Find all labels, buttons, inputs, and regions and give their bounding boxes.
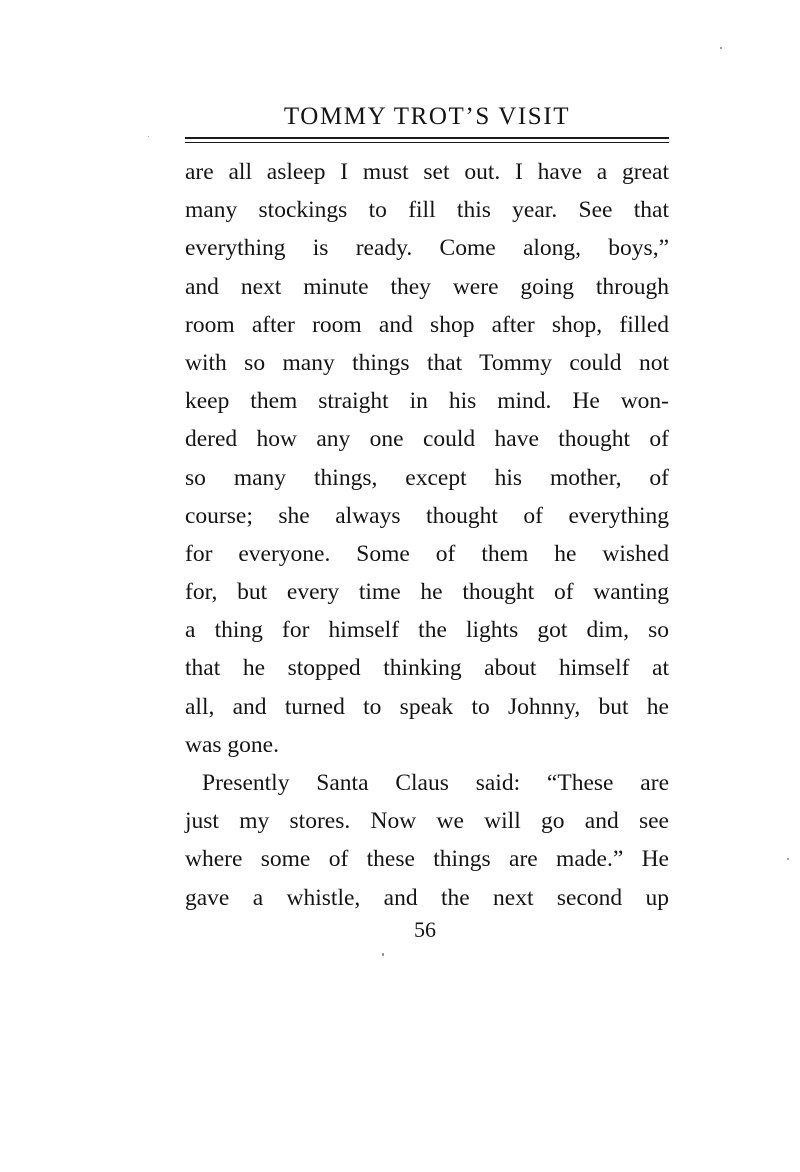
text-line: a thing for himself the lights got dim, so [185,617,669,644]
scan-speck [382,953,384,956]
text-line: room after room and shop after shop, filled [185,311,669,338]
text-line: many stockings to fill this year. See that [185,197,669,224]
text-line: that he stopped thinking about himself at [185,655,669,682]
text-line: with so many things that Tommy could not [185,349,669,376]
text-line: for everyone. Some of them he wished [185,540,669,567]
scan-speck [720,47,722,49]
text-line: keep them straight in his mind. He won- [185,388,669,415]
scan-speck [148,136,149,137]
text-line: all, and turned to speak to Johnny, but he [185,693,669,720]
text-line: just my stores. Now we will go and see [185,808,669,835]
scan-speck [787,858,789,860]
text-line-paragraph-end: was gone. [185,731,279,758]
text-line: everything is ready. Come along, boys,” [185,235,669,262]
text-line: where some of these things are made.” He [185,846,669,873]
header-rule-thick [185,137,669,139]
text-line: and next minute they were going through [185,273,669,300]
text-line: course; she always thought of everything [185,502,669,529]
text-line: for, but every time he thought of wanting [185,579,669,606]
header-rule-thin [185,142,669,143]
text-line-paragraph-start: Presently Santa Claus said: “These are [202,770,669,796]
text-line: gave a whistle, and the next second up [185,884,669,911]
running-head: TOMMY TROT’S VISIT [283,103,571,130]
text-line: are all asleep I must set out. I have a great [185,159,669,185]
text-line: so many things, except his mother, of [185,464,669,491]
body-text [185,153,669,917]
page-number: 56 [414,917,436,942]
text-line: dered how any one could have thought of [185,426,669,453]
